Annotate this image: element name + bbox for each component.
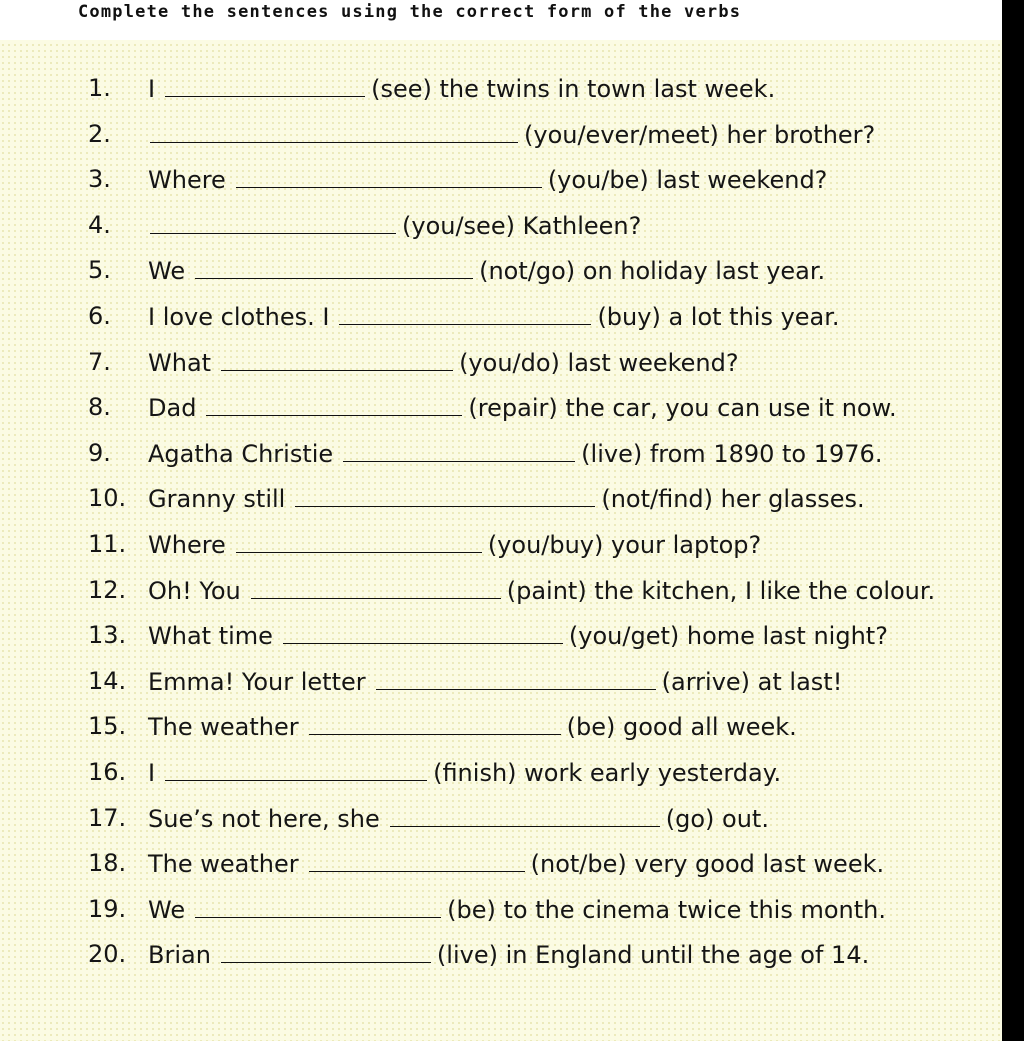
item-number: 15.	[88, 712, 127, 741]
item-sentence	[148, 849, 884, 878]
item-number: 3.	[88, 165, 111, 194]
answer-blank[interactable]	[236, 165, 542, 188]
item-number: 1.	[88, 74, 111, 102]
answer-blank[interactable]	[195, 895, 441, 918]
exercise-item	[0, 843, 1002, 883]
answer-blank[interactable]	[236, 530, 482, 553]
sentence-start: The weather	[148, 713, 299, 742]
answer-blank[interactable]	[283, 621, 563, 644]
exercise-item	[0, 615, 1002, 655]
sentence-start: Where	[148, 166, 226, 195]
item-sentence	[148, 439, 882, 468]
answer-blank[interactable]	[221, 348, 453, 371]
item-number: 9.	[88, 438, 111, 467]
answer-blank[interactable]	[295, 484, 595, 507]
answer-blank[interactable]	[195, 256, 473, 279]
answer-blank[interactable]	[390, 804, 660, 827]
exercise-item	[0, 524, 1002, 564]
sentence-start: We	[148, 895, 186, 924]
item-number: 17.	[88, 803, 127, 832]
sentence-start: What	[148, 348, 212, 377]
exercise-item	[0, 433, 1002, 473]
answer-blank[interactable]	[339, 302, 591, 325]
item-sentence	[148, 74, 775, 103]
item-sentence	[148, 895, 886, 924]
answer-blank[interactable]	[343, 439, 575, 462]
sentence-end: (repair) the car, you can use it now.	[468, 394, 897, 423]
answer-blank[interactable]	[165, 758, 427, 781]
sentence-end: (see) the twins in town last week.	[371, 75, 776, 103]
item-number: 10.	[88, 484, 127, 513]
sentence-end: (not/be) very good last week.	[530, 850, 885, 879]
exercise-item	[0, 570, 1002, 610]
sentence-end: (you/be) last weekend?	[547, 166, 828, 195]
exercise-item	[0, 934, 1002, 974]
sentence-end: (be) good all week.	[566, 713, 797, 742]
exercise-item	[0, 205, 1002, 245]
exercise-item	[0, 296, 1002, 336]
sentence-start: We	[148, 257, 186, 286]
sentence-start: Sue’s not here, she	[148, 804, 380, 833]
exercise-item	[0, 68, 1002, 108]
answer-blank[interactable]	[221, 940, 431, 963]
item-sentence	[148, 256, 825, 285]
sentence-start: Agatha Christie	[148, 439, 334, 468]
item-sentence	[148, 530, 761, 559]
item-number: 4.	[88, 210, 111, 239]
sentence-start: Dad	[148, 394, 197, 423]
sentence-start: Emma! Your letter	[148, 667, 366, 696]
sentence-start: I	[148, 75, 156, 103]
sentence-start: I love clothes. I	[148, 303, 330, 331]
item-number: 7.	[88, 347, 111, 376]
item-sentence	[148, 484, 865, 513]
sentence-end: (live) from 1890 to 1976.	[581, 439, 883, 468]
sentence-end: (paint) the kitchen, I like the colour.	[506, 576, 936, 605]
exercise-item	[0, 706, 1002, 746]
item-number: 8.	[88, 393, 111, 422]
exercise-item	[0, 661, 1002, 701]
item-number: 20.	[88, 940, 127, 969]
sentence-end: (you/get) home last night?	[568, 622, 888, 651]
item-sentence	[148, 348, 739, 377]
item-number: 11.	[88, 530, 127, 558]
instruction-title: Complete the sentences using the correct form of the verbs	[78, 2, 742, 22]
sentence-end: (live) in England until the age of 14.	[436, 941, 870, 970]
exercise-item	[0, 342, 1002, 382]
item-number: 6.	[88, 302, 111, 330]
sentence-end: (not/go) on holiday last year.	[479, 257, 826, 286]
sentence-start: Brian	[148, 941, 211, 970]
sentence-start: The weather	[148, 850, 299, 879]
sentence-start: I	[148, 759, 156, 787]
sentence-end: (go) out.	[665, 804, 769, 833]
item-number: 19.	[88, 894, 127, 923]
item-sentence	[148, 621, 888, 650]
answer-blank[interactable]	[206, 393, 462, 416]
item-sentence	[148, 576, 935, 605]
item-number: 18.	[88, 849, 127, 878]
item-number: 5.	[88, 256, 111, 285]
exercise-item	[0, 752, 1002, 792]
item-number: 2.	[88, 119, 111, 148]
item-sentence	[148, 211, 641, 240]
sentence-start: Where	[148, 531, 226, 559]
item-sentence	[148, 393, 897, 422]
item-sentence	[148, 165, 827, 194]
exercise-item	[0, 798, 1002, 838]
answer-blank[interactable]	[165, 74, 365, 97]
item-sentence	[148, 940, 869, 969]
item-sentence	[148, 712, 797, 741]
sentence-end: (finish) work early yesterday.	[433, 759, 782, 787]
sentence-end: (you/see) Kathleen?	[402, 211, 642, 240]
item-sentence	[148, 758, 781, 787]
item-number: 12.	[88, 575, 127, 604]
item-number: 13.	[88, 621, 127, 650]
exercise-item	[0, 159, 1002, 199]
item-sentence	[148, 804, 769, 833]
sentence-end: (arrive) at last!	[661, 667, 843, 696]
exercise-item	[0, 387, 1002, 427]
answer-blank[interactable]	[309, 849, 525, 872]
sentence-end: (you/ever/meet) her brother?	[524, 120, 876, 149]
item-sentence	[148, 120, 875, 149]
answer-blank[interactable]	[251, 576, 501, 599]
exercise-item	[0, 250, 1002, 290]
sentence-end: (be) to the cinema twice this month.	[447, 895, 886, 924]
sentence-end: (you/buy) your laptop?	[487, 531, 762, 559]
answer-blank[interactable]	[376, 667, 656, 690]
sentence-start: Granny still	[148, 485, 286, 514]
exercise-item	[0, 478, 1002, 518]
item-number: 14.	[88, 666, 127, 695]
answer-blank[interactable]	[309, 712, 561, 735]
sentence-start: Oh! You	[148, 576, 241, 605]
item-number: 16.	[88, 758, 127, 786]
answer-blank[interactable]	[150, 120, 518, 143]
answer-blank[interactable]	[150, 211, 396, 234]
sentence-end: (not/find) her glasses.	[601, 485, 865, 514]
item-sentence	[148, 667, 842, 696]
exercise-item	[0, 889, 1002, 929]
sentence-end: (you/do) last weekend?	[459, 348, 739, 377]
sentence-start: What time	[148, 622, 273, 651]
exercise-item	[0, 114, 1002, 154]
sentence-end: (buy) a lot this year.	[597, 303, 840, 331]
item-sentence	[148, 302, 840, 331]
